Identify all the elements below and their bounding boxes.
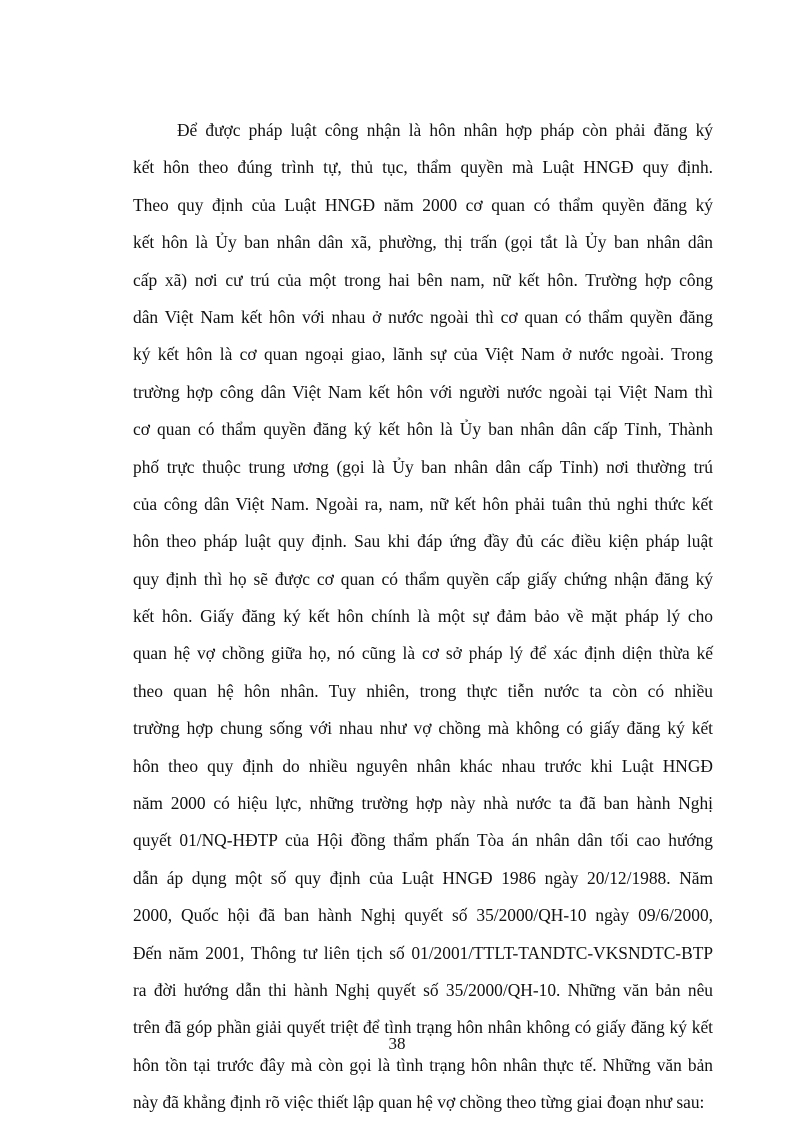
paragraph-line: quyết 01/NQ-HĐTP của Hội đồng thẩm phấn Tòa án nhân dân tối cao hướng	[133, 830, 713, 851]
paragraph-line: kết hôn. Giấy đăng ký kết hôn chính là một sự đảm bảo về mặt pháp lý cho	[133, 606, 713, 627]
paragraph-line: hôn tồn tại trước đây mà còn gọi là tình trạng hôn nhân thực tế. Những văn bản	[133, 1054, 713, 1075]
paragraph-line: hôn theo pháp luật quy định. Sau khi đáp ứng đầy đủ các điều kiện pháp luật	[133, 531, 713, 552]
paragraph-line: kết hôn là Ủy ban nhân dân xã, phường, thị trấn (gọi tắt là Ủy ban nhân dân	[133, 232, 713, 253]
paragraph-line: cơ quan có thẩm quyền đăng ký kết hôn là Ủy ban nhân dân cấp Tỉnh, Thành	[133, 419, 713, 440]
paragraph-line: ra đời hướng dẫn thi hành Nghị quyết số 35/2000/QH-10. Những văn bản nêu	[133, 979, 713, 1000]
paragraph-line: của công dân Việt Nam. Ngoài ra, nam, nữ kết hôn phải tuân thủ nghi thức kết	[133, 493, 713, 514]
paragraph-line: dẫn áp dụng một số quy định của Luật HNGĐ 1986 ngày 20/12/1988. Năm	[133, 867, 713, 888]
paragraph-line: ký kết hôn là cơ quan ngoại giao, lãnh sự của Việt Nam ở nước ngoài. Trong	[133, 344, 713, 365]
paragraph-line: trường hợp công dân Việt Nam kết hôn với người nước ngoài tại Việt Nam thì	[133, 381, 713, 402]
page-number: 38	[388, 1034, 406, 1053]
paragraph-line: năm 2000 có hiệu lực, những trường hợp này nhà nước ta đã ban hành Nghị	[133, 793, 713, 814]
paragraph-line: kết hôn theo đúng trình tự, thủ tục, thẩm quyền mà Luật HNGĐ quy định.	[133, 157, 713, 178]
body-paragraph	[133, 112, 713, 1122]
paragraph-line: trường hợp chung sống với nhau như vợ chồng mà không có giấy đăng ký kết	[133, 718, 713, 739]
paragraph-line: trên đã góp phần giải quyết triệt để tình trạng hôn nhân không có giấy đăng ký kết	[133, 1017, 713, 1038]
paragraph-line: Để được pháp luật công nhận là hôn nhân hợp pháp còn phải đăng ký	[177, 120, 713, 140]
paragraph-line: này đã khẳng định rõ việc thiết lập quan hệ vợ chồng theo từng giai đoạn như sau:	[133, 1092, 705, 1113]
paragraph-line: quan hệ vợ chồng giữa họ, nó cũng là cơ sở pháp lý để xác định diện thừa kế	[133, 643, 713, 664]
paragraph-line: phố trực thuộc trung ương (gọi là Ủy ban nhân dân cấp Tỉnh) nơi thường trú	[133, 456, 713, 477]
paragraph-line: 2000, Quốc hội đã ban hành Nghị quyết số 35/2000/QH-10 ngày 09/6/2000,	[133, 905, 713, 926]
paragraph-line: Đến năm 2001, Thông tư liên tịch số 01/2001/TTLT-TANDTC-VKSNDTC-BTP	[133, 942, 713, 963]
paragraph-line: hôn theo quy định do nhiều nguyên nhân khác nhau trước khi Luật HNGĐ	[133, 755, 713, 776]
paragraph-line: theo quan hệ hôn nhân. Tuy nhiên, trong thực tiễn nước ta còn có nhiều	[133, 680, 713, 701]
paragraph-line: quy định thì họ sẽ được cơ quan có thẩm quyền cấp giấy chứng nhận đăng ký	[133, 568, 713, 589]
paragraph-line: Theo quy định của Luật HNGĐ năm 2000 cơ quan có thẩm quyền đăng ký	[133, 194, 713, 215]
paragraph-line: dân Việt Nam kết hôn với nhau ở nước ngoài thì cơ quan có thẩm quyền đăng	[133, 306, 713, 327]
paragraph-line: cấp xã) nơi cư trú của một trong hai bên nam, nữ kết hôn. Trường hợp công	[133, 269, 713, 290]
